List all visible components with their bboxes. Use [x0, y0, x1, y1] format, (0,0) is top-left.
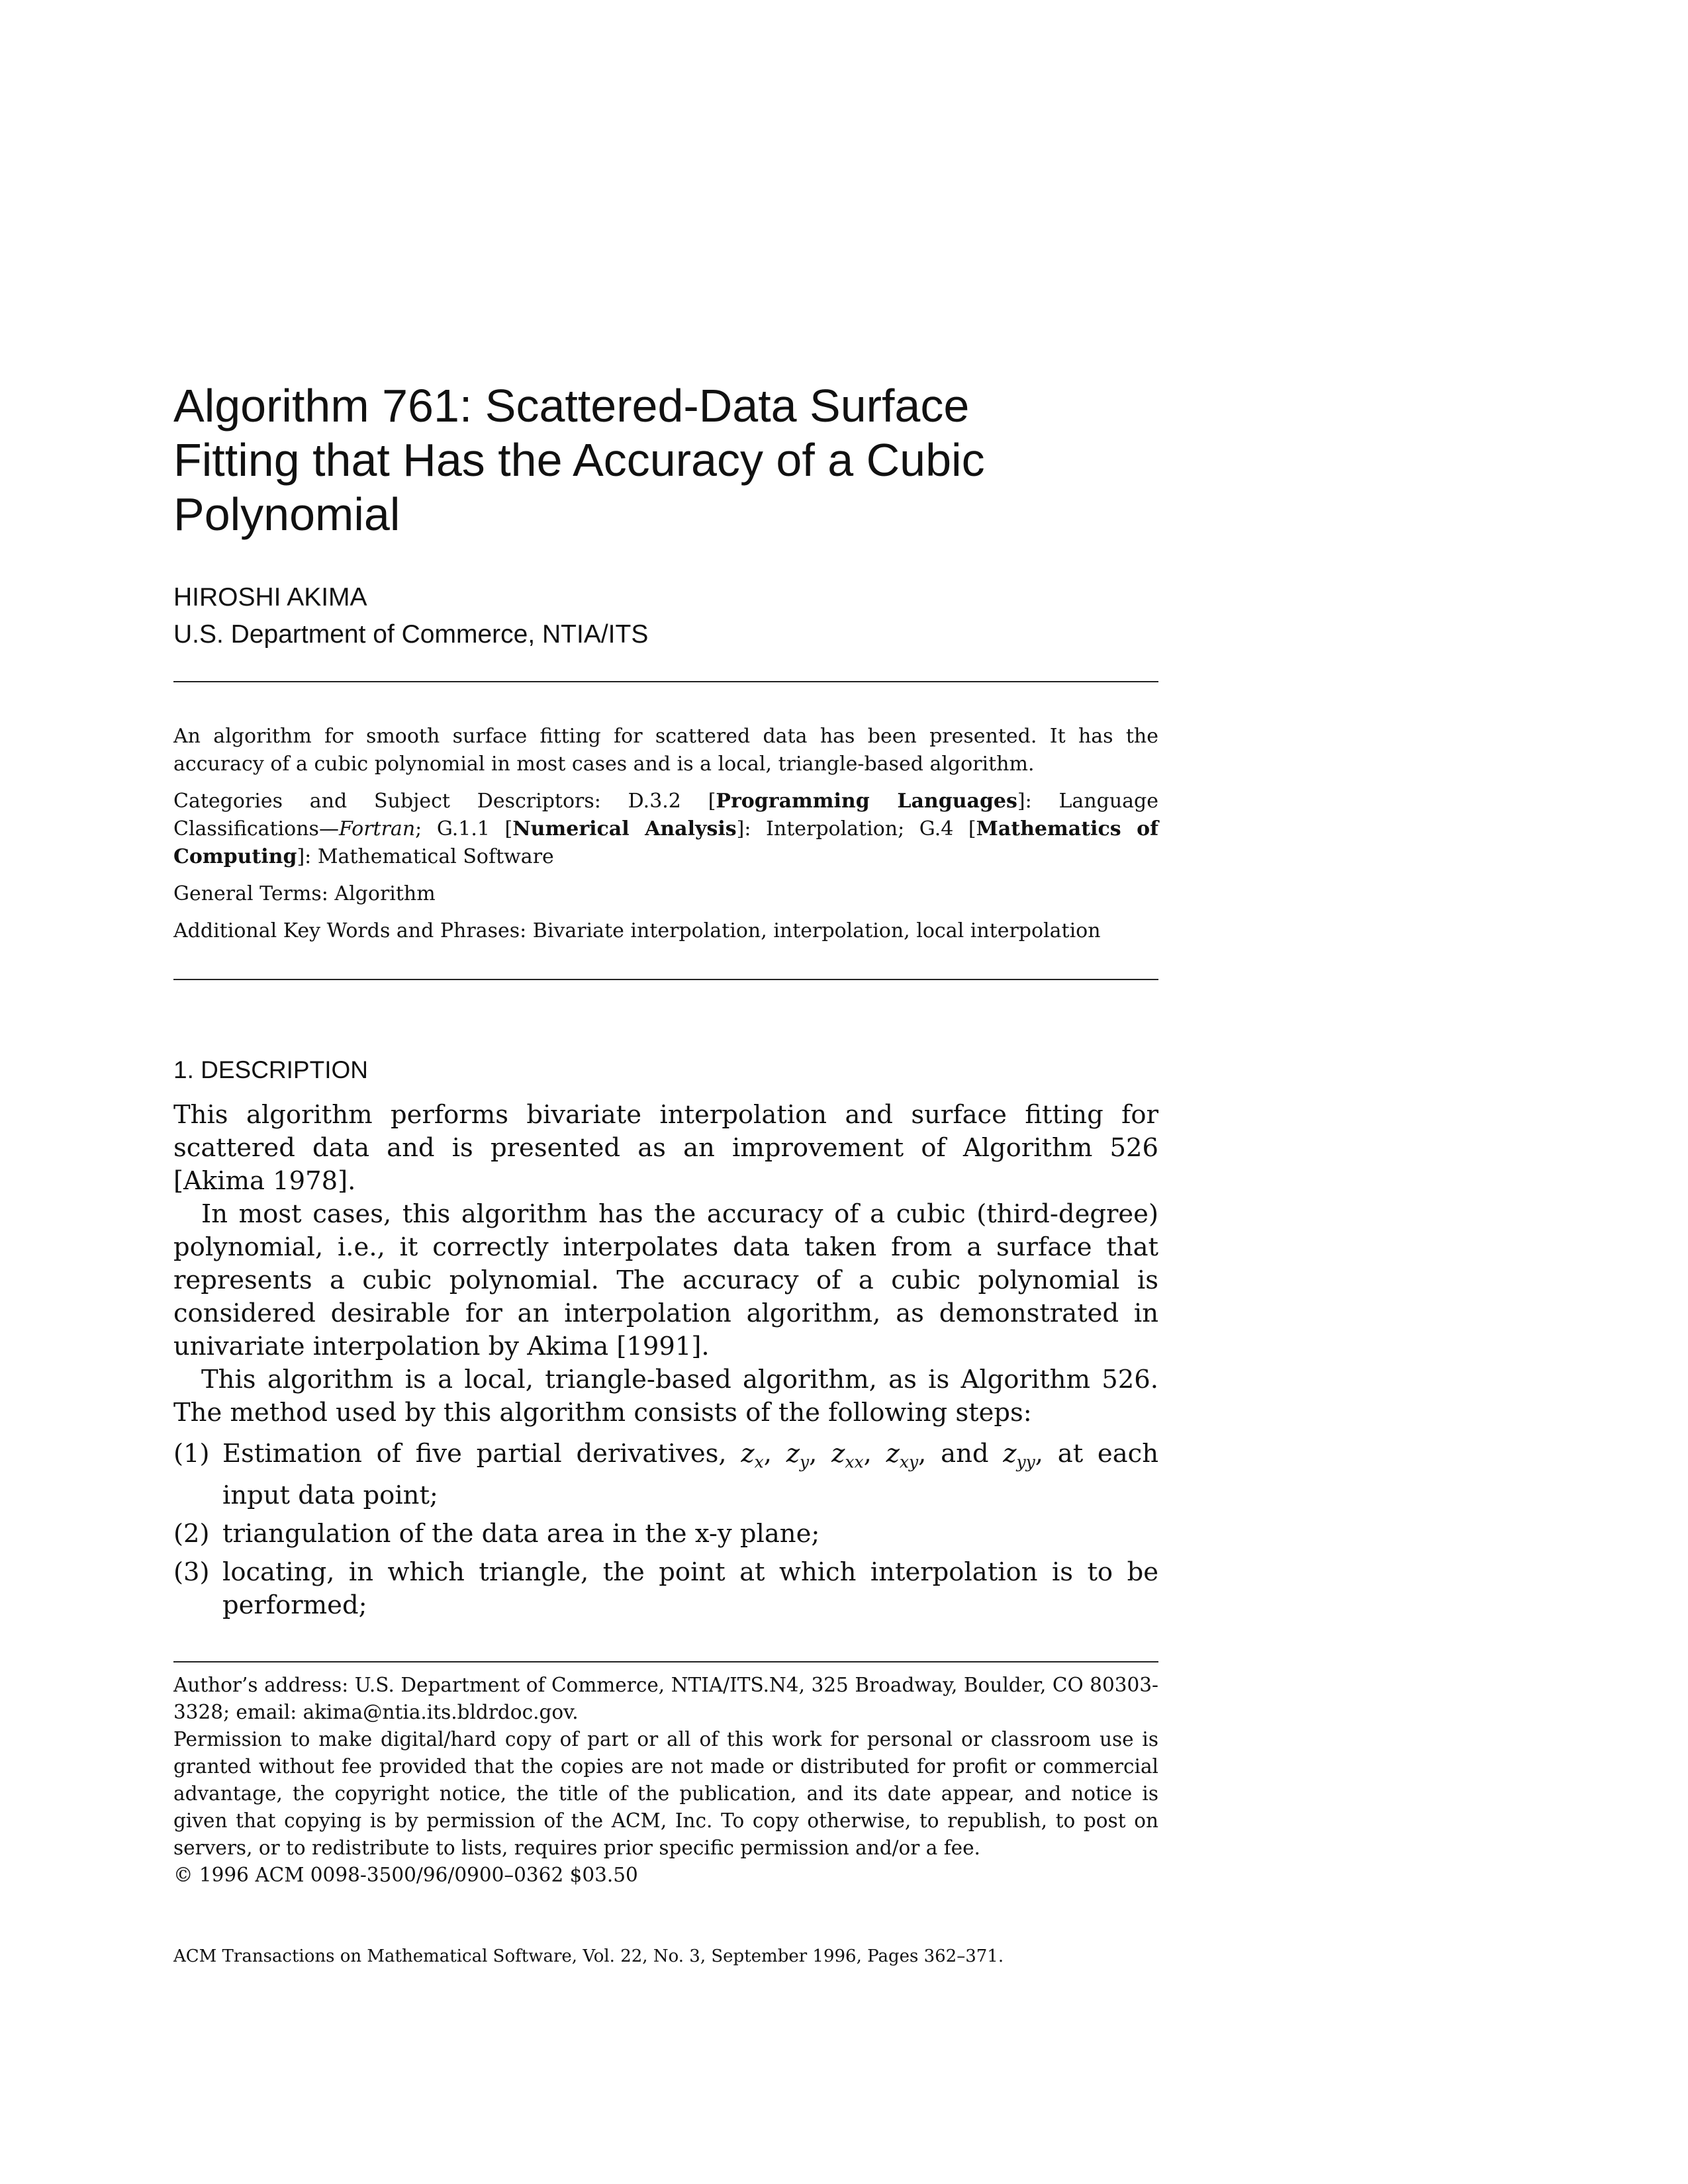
title-line-3: Polynomial	[173, 488, 400, 540]
title-line-2: Fitting that Has the Accuracy of a Cubic	[173, 434, 985, 486]
section-body	[173, 1099, 1158, 1627]
abstract-block	[173, 723, 1158, 954]
divider-top	[173, 681, 1158, 682]
footnote-block	[173, 1672, 1158, 1889]
body-paragraph-2: In most cases, this algorithm has the accuracy of a cubic (third-degree) polynomial, i.e., it correctly interpolates data taken from a surface that represents a cubic polynomial. The accuracy of a cubic polynomial is considered desirable for an interpolation algorithm, as demonstrated in univariate interpolation by Akima [1991].	[173, 1199, 1158, 1361]
author-block	[173, 579, 648, 653]
permission-notice: Permission to make digital/hard copy of part or all of this work for personal or classroom use is granted without fee provided that the copies are not made or distributed for profit or commercial advantage, the copyright notice, the title of the publication, and its date appear, and notice is given that copying is by permission of the ACM, Inc. To copy otherwise, to republish, to post on servers, or to redistribute to lists, requires prior specific permission and/or a fee.	[173, 1728, 1158, 1859]
author-affiliation: U.S. Department of Commerce, NTIA/ITS	[173, 620, 649, 649]
list-item: (1) Estimation of five partial derivatives, $z_x$, $z_y$, $z_{xx}$, $z_{xy}$, and $z_{yy}$, at each input data point;	[173, 1439, 1158, 1510]
author-address: Author’s address: U.S. Department of Commerce, NTIA/ITS.N4, 325 Broadway, Boulder, CO 80303-3328; email: akima@ntia.its.bldrdoc.gov.	[173, 1674, 1158, 1723]
list-item: (2) triangulation of the data area in the x-y plane;	[173, 1518, 820, 1549]
journal-footer: ACM Transactions on Mathematical Software, Vol. 22, No. 3, September 1996, Pages 362–371.	[173, 1946, 1004, 1966]
steps-list	[173, 1437, 1158, 1622]
abstract-text: An algorithm for smooth surface fitting for scattered data has been presented. It has the accuracy of a cubic polynomial in most cases and is a local, triangle-based algorithm.	[173, 725, 1158, 776]
categories-descriptors: Categories and Subject Descriptors: D.3.2 [Programming Languages]: Language Classifications—Fortran; G.1.1 [Numerical Analysis]: Interpolation; G.4 [Mathematics of Computing]: Mathematical Software	[173, 790, 1159, 868]
author-name: HIROSHI AKIMA	[173, 583, 367, 612]
copyright-line: © 1996 ACM 0098-3500/96/0900–0362 $03.50	[173, 1864, 638, 1886]
paper-title	[173, 379, 1158, 541]
keywords: Additional Key Words and Phrases: Bivariate interpolation, interpolation, local interpolation	[173, 919, 1101, 942]
section-heading: 1. DESCRIPTION	[173, 1056, 368, 1083]
divider-abstract	[173, 979, 1158, 980]
divider-footnote	[173, 1661, 1158, 1662]
body-paragraph-3: This algorithm is a local, triangle-based algorithm, as is Algorithm 526. The method used by this algorithm consists of the following steps:	[173, 1365, 1158, 1428]
general-terms: General Terms: Algorithm	[173, 882, 436, 905]
list-item: (3) locating, in which triangle, the point at which interpolation is to be performed;	[173, 1557, 1158, 1620]
body-paragraph-1: This algorithm performs bivariate interpolation and surface fitting for scattered data and is presented as an improvement of Algorithm 526 [Akima 1978].	[173, 1100, 1158, 1196]
title-line-1: Algorithm 761: Scattered-Data Surface	[173, 380, 970, 432]
